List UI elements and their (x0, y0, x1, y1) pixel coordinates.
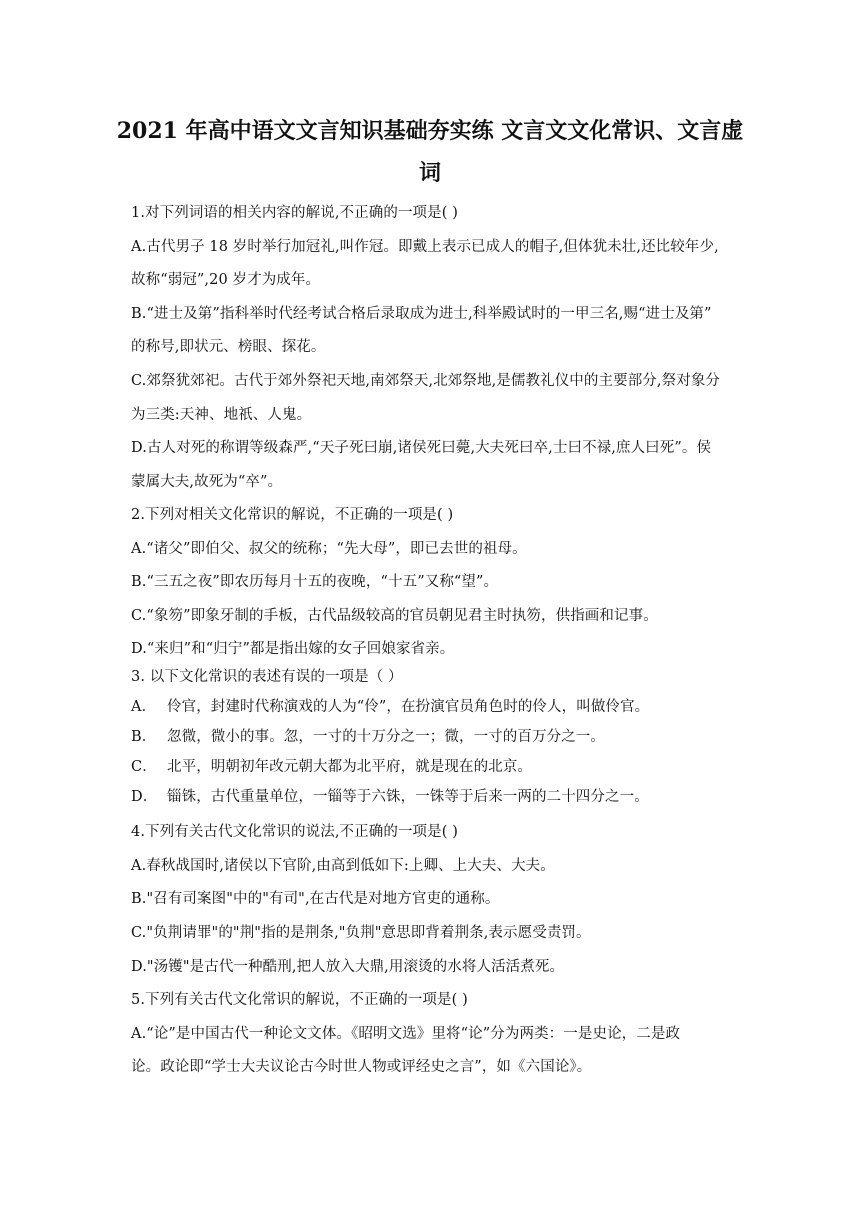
option-letter: A． (131, 699, 157, 715)
question-4-option-c: C."负荆请罪"的"荆"指的是荆条,"负荆"意思即背着荆条,表示愿受责罚。 (131, 925, 591, 941)
question-4-option-a: A.春秋战国时,诸侯以下官阶,由高到低如下:上卿、上大夫、大夫。 (131, 858, 555, 874)
question-4-option-b: B."召有司案图"中的"有司",在古代是对地方官吏的通称。 (131, 891, 500, 907)
question-1-option-b-line-2: 的称号,即状元、榜眼、探花。 (131, 339, 326, 355)
question-5-stem: 5.下列有关古代文化常识的解说，不正确的一项是( ) (131, 992, 468, 1008)
question-3-option-a (131, 697, 649, 717)
question-5-option-a-line-1: A.“论”是中国古代一种论文文体。《昭明文选》里将“论”分为两类：一是史论，二是政 (131, 1026, 681, 1042)
question-3-option-d (131, 787, 649, 807)
option-letter: B． (131, 729, 157, 745)
question-1-option-b-line-1: B.“进士及第”指科举时代经考试合格后录取成为进士,科举殿试时的一甲三名,赐“进士及第” (131, 306, 712, 322)
question-1-option-a-line-1: A.古代男子 18 岁时举行加冠礼,叫作冠。即戴上表示已成人的帽子,但体犹未壮,还比较年少, (131, 239, 719, 255)
question-1-option-c-line-1: C.郊祭犹郊祀。古代于郊外祭祀天地,南郊祭天,北郊祭地,是儒教礼仪中的主要部分,祭对象分 (131, 373, 721, 389)
option-text: 北平，明朝初年改元朝大都为北平府，就是现在的北京。 (167, 759, 532, 775)
option-letter: C． (131, 759, 157, 775)
question-3-option-b (131, 727, 605, 747)
question-2-option-b: B.“三五之夜”即农历每月十五的夜晚，“十五”又称“望”。 (131, 574, 499, 590)
question-1-option-d-line-1: D.古人对死的称谓等级森严,“天子死曰崩,诸侯死曰薨,大夫死曰卒,士曰不禄,庶人曰死”。侯 (131, 440, 712, 456)
question-3-stem: 3. 以下文化常识的表述有误的一项是（ ） (131, 669, 403, 685)
option-text: 锱铢，古代重量单位，一锱等于六铢，一铢等于后来一两的二十四分之一。 (167, 789, 649, 805)
document-title-line-1: 2021 年高中语文文言知识基础夯实练 文言文文化常识、文言虚 (116, 118, 744, 144)
question-1-option-a-line-2: 故称“弱冠”,20 岁才为成年。 (131, 272, 321, 288)
option-text: 忽微，微小的事。忽，一寸的十万分之一；微，一寸的百万分之一。 (167, 729, 605, 745)
question-1-option-d-line-2: 蒙属大夫,故死为“卒”。 (131, 474, 283, 490)
question-1-option-c-line-2: 为三类:天神、地祇、人鬼。 (131, 407, 312, 423)
option-letter: D． (131, 789, 158, 805)
question-1-stem: 1.对下列词语的相关内容的解说,不正确的一项是( ) (131, 205, 458, 221)
question-5-option-a-line-2: 论。政论即“学士大夫议论古今时世人物或评经史之言”，如《六国论》。 (131, 1059, 592, 1075)
question-3-option-c (131, 757, 532, 777)
document-title-line-2: 词 (418, 160, 441, 186)
question-2-stem: 2.下列对相关文化常识的解说，不正确的一项是( ) (131, 507, 454, 523)
question-2-option-a: A.“诸父”即伯父、叔父的统称；“先大母”，即已去世的祖母。 (131, 541, 527, 557)
option-text: 伶官，封建时代称演戏的人为“伶”，在扮演官员角色时的伶人，叫做伶官。 (167, 699, 650, 715)
question-2-option-d: D.“来归”和“归宁”都是指出嫁的女子回娘家省亲。 (131, 641, 455, 657)
question-2-option-c: C.“象笏”即象牙制的手板，古代品级较高的官员朝见君主时执笏，供指画和记事。 (131, 608, 658, 624)
question-4-stem: 4.下列有关古代文化常识的说法,不正确的一项是( ) (131, 824, 458, 840)
question-4-option-d: D."汤镬"是古代一种酷刑,把人放入大鼎,用滚烫的水将人活活煮死。 (131, 959, 565, 975)
